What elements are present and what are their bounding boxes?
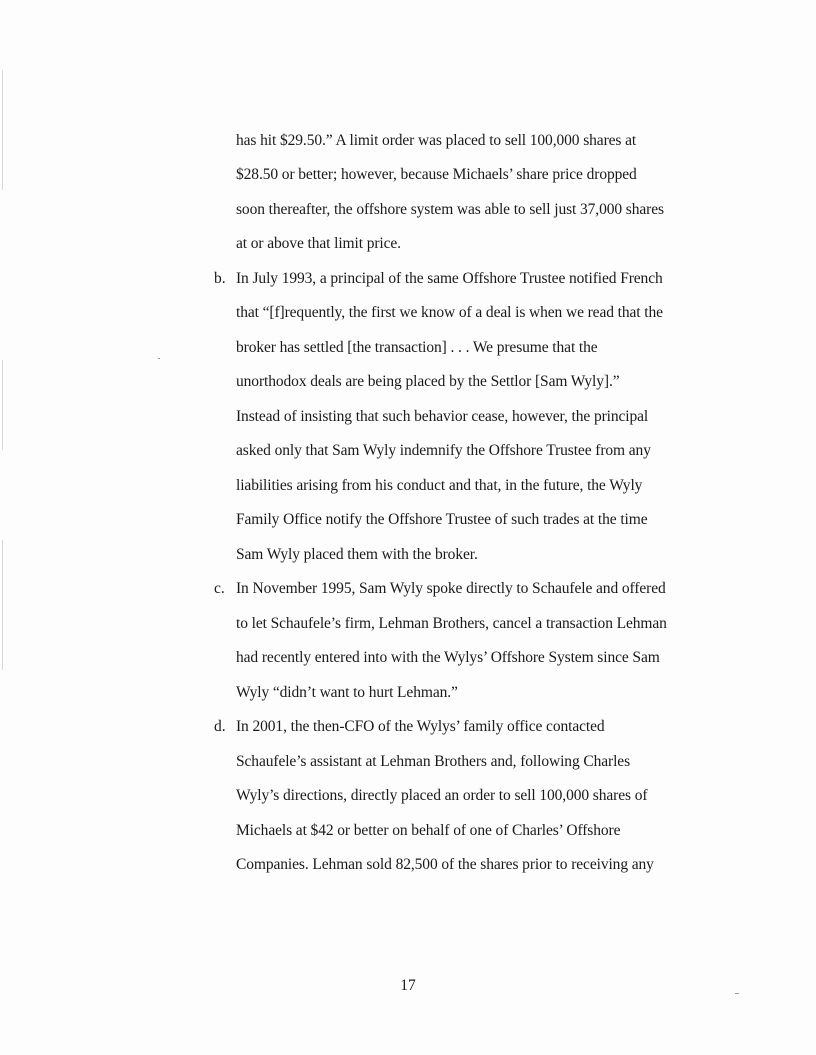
list-item-marker: b. <box>214 270 226 287</box>
text-line: to let Schaufele’s firm, Lehman Brothers, cancel a transaction Lehman <box>236 615 667 632</box>
text-line: Schaufele’s assistant at Lehman Brothers and, following Charles <box>236 753 631 770</box>
text-line: Companies. Lehman sold 82,500 of the shares prior to receiving any <box>236 856 654 873</box>
page-number: 17 <box>400 977 416 994</box>
text-line: Sam Wyly placed them with the broker. <box>236 546 478 563</box>
text-line: has hit $29.50.” A limit order was placed to sell 100,000 shares at <box>236 132 637 149</box>
text-line: Wyly “didn’t want to hurt Lehman.” <box>236 684 458 701</box>
text-line: at or above that limit price. <box>236 235 401 252</box>
scan-speck <box>158 358 160 359</box>
list-item-marker: d. <box>214 718 226 735</box>
text-line: Family Office notify the Offshore Trustee of such trades at the time <box>236 511 648 528</box>
text-line: In November 1995, Sam Wyly spoke directly to Schaufele and offered <box>236 580 666 597</box>
scan-edge-mark <box>2 360 3 450</box>
scan-edge-mark <box>2 70 3 190</box>
text-line: asked only that Sam Wyly indemnify the Offshore Trustee from any <box>236 442 651 459</box>
text-line: Instead of insisting that such behavior cease, however, the principal <box>236 408 649 425</box>
text-line: liabilities arising from his conduct and that, in the future, the Wyly <box>236 477 643 494</box>
text-line: In 2001, the then-CFO of the Wylys’ family office contacted <box>236 718 605 735</box>
text-line: broker has settled [the transaction] . . . We presume that the <box>236 339 598 356</box>
text-line: In July 1993, a principal of the same Offshore Trustee notified French <box>236 270 663 287</box>
text-line: unorthodox deals are being placed by the Settlor [Sam Wyly].” <box>236 373 620 390</box>
text-line: that “[f]requently, the first we know of a deal is when we read that the <box>236 304 663 321</box>
scan-edge-mark <box>2 540 3 670</box>
list-item-marker: c. <box>214 580 225 597</box>
text-line: $28.50 or better; however, because Michaels’ share price dropped <box>236 166 637 183</box>
text-line: had recently entered into with the Wylys’ Offshore System since Sam <box>236 649 660 666</box>
text-line: soon thereafter, the offshore system was able to sell just 37,000 shares <box>236 201 664 218</box>
text-line: Wyly’s directions, directly placed an order to sell 100,000 shares of <box>236 787 648 804</box>
text-line: Michaels at $42 or better on behalf of one of Charles’ Offshore <box>236 822 621 839</box>
